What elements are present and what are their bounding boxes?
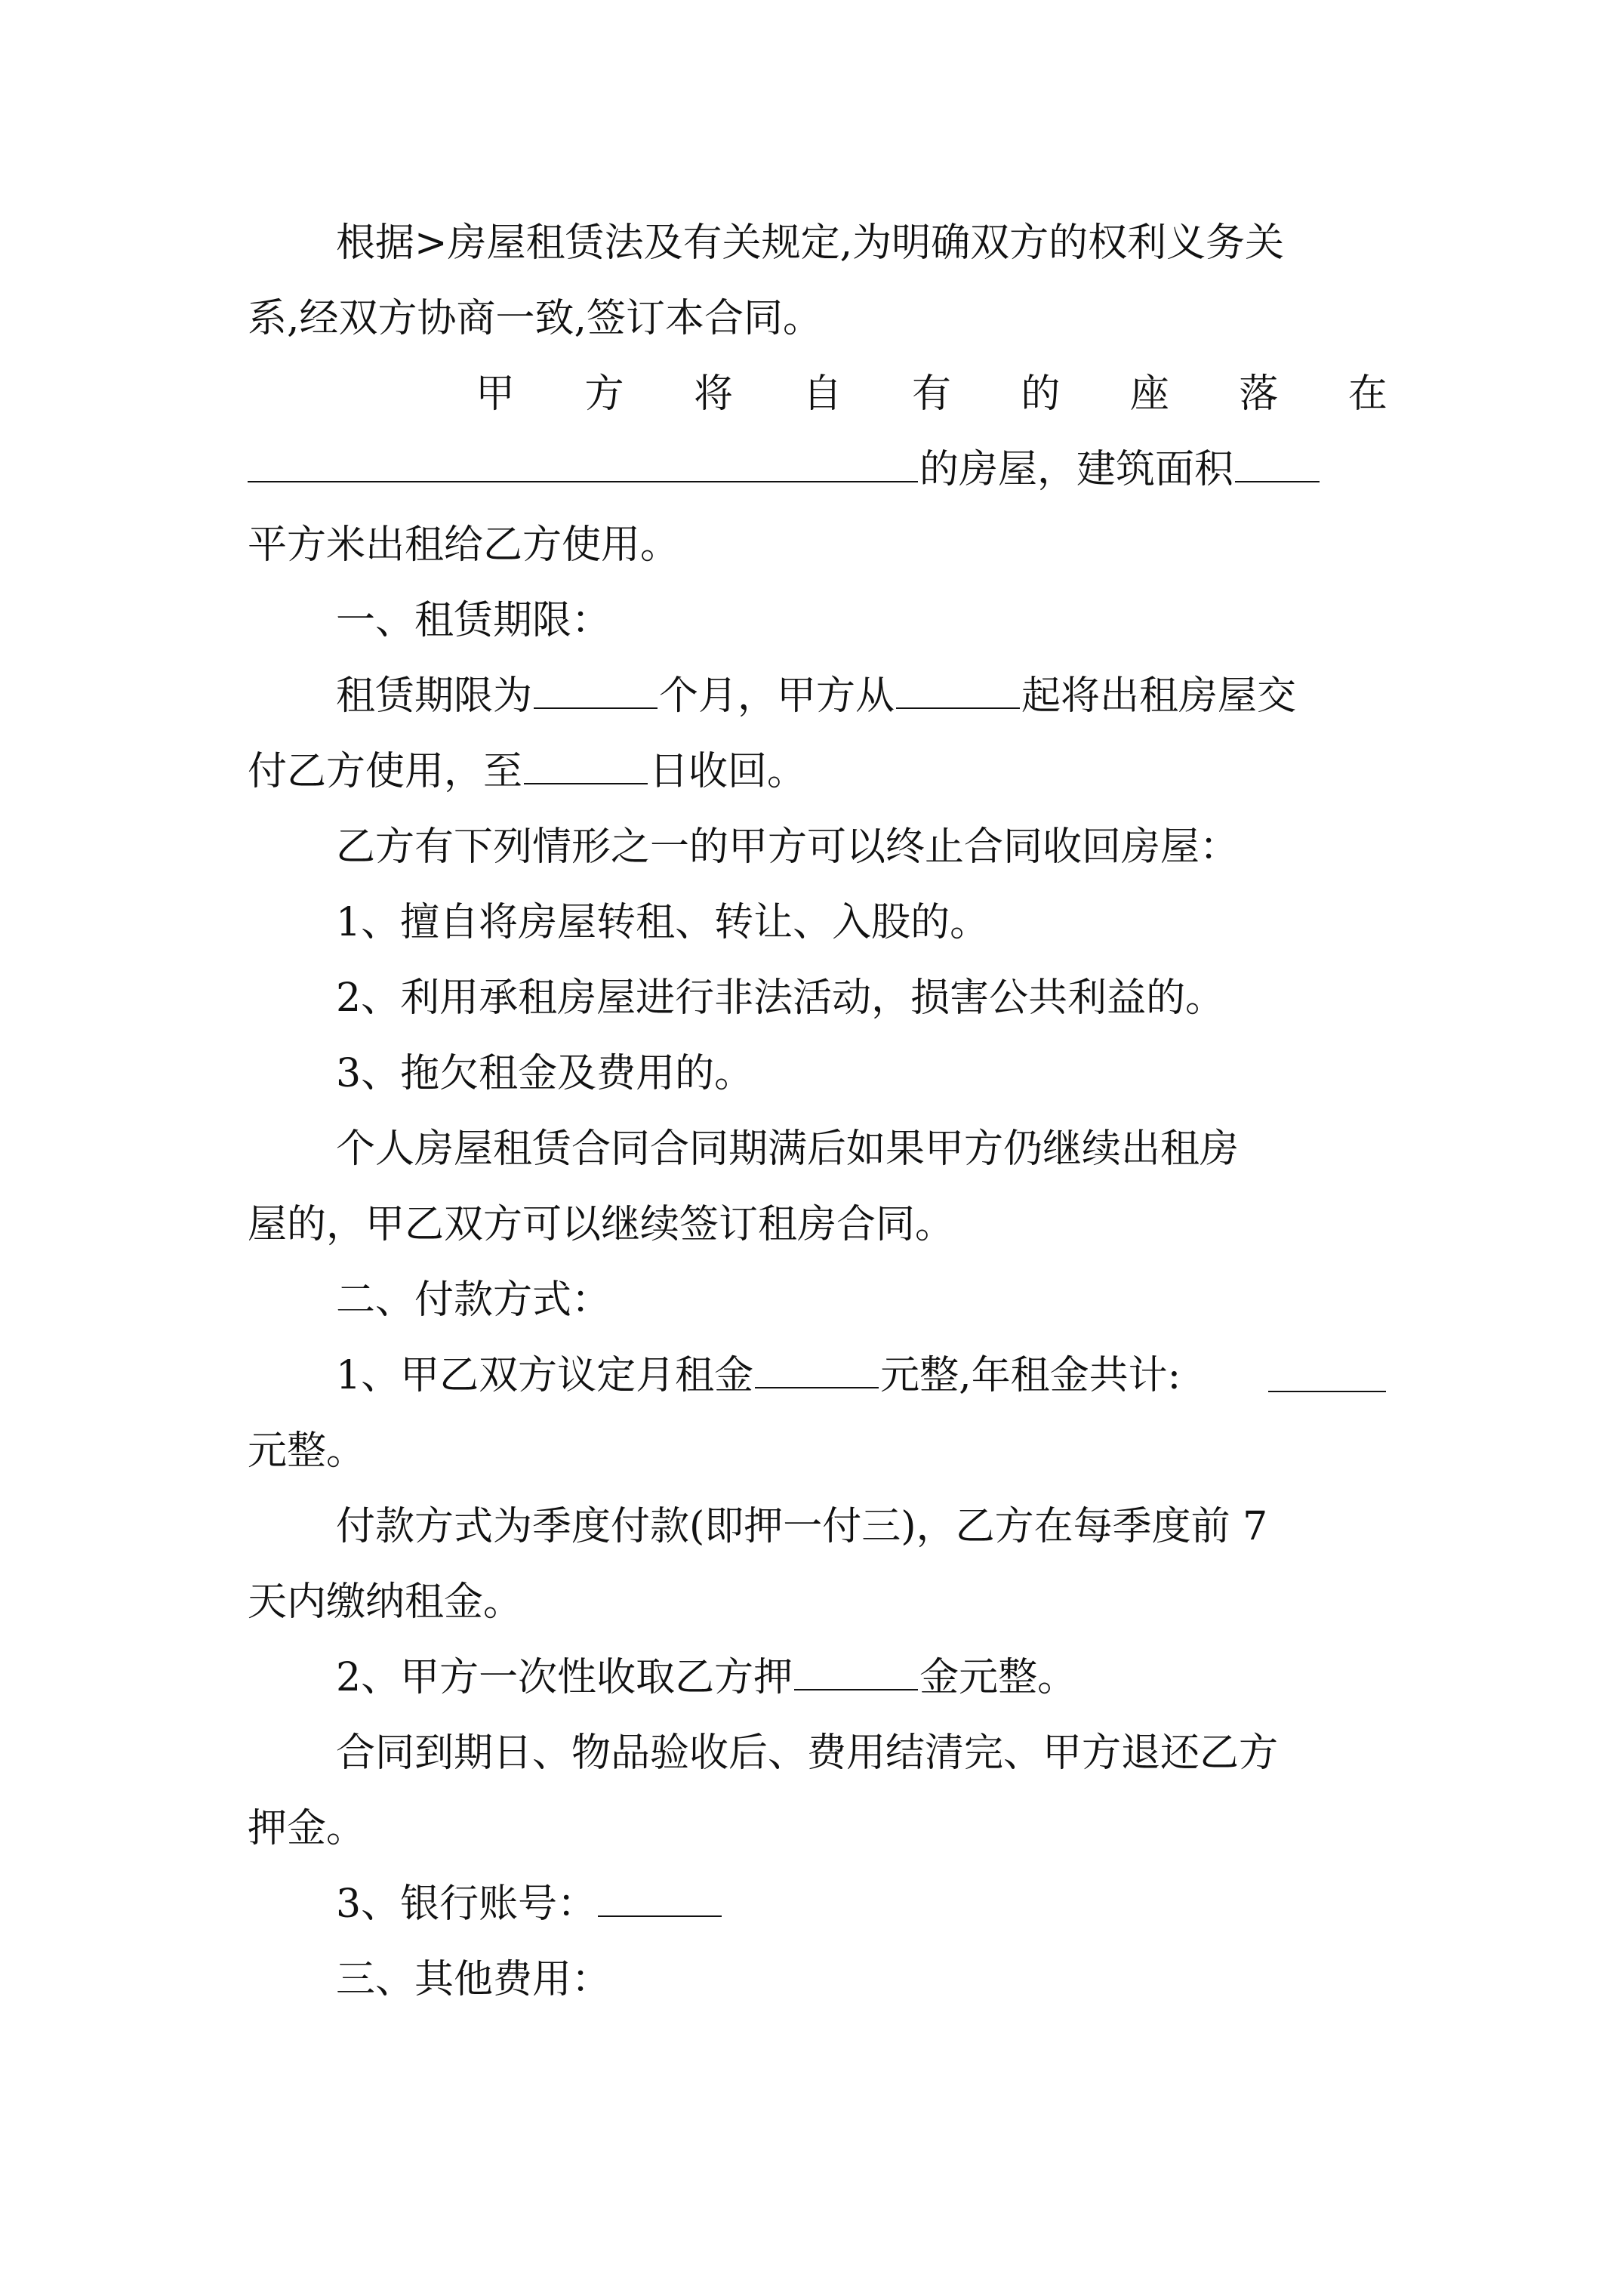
bank-account-blank[interactable] (598, 1875, 722, 1917)
text-line: 系,经双方协商一致,签订本合同。 (248, 296, 823, 341)
text-line: 根据>房屋租赁法及有关规定,为明确双方的权利义务关 (336, 220, 1285, 266)
text-fragment: 起将出租房屋交 (1021, 673, 1297, 719)
text-line: 个人房屋租赁合同合同期满后如果甲方仍继续出租房 (336, 1126, 1240, 1172)
lease-months-blank[interactable] (534, 667, 658, 709)
spaced-char: 甲 (476, 371, 516, 417)
annual-rent-blank[interactable] (1268, 1391, 1386, 1392)
section-heading (248, 583, 1387, 658)
list-item (248, 1338, 1387, 1413)
text-line: 一、租赁期限： (336, 598, 611, 643)
paragraph-line (248, 809, 1387, 885)
spaced-char: 将 (693, 371, 733, 417)
text-fragment: 金元整。 (919, 1655, 1077, 1700)
paragraph-line (248, 1187, 1387, 1262)
paragraph-line (248, 1715, 1387, 1791)
text-fragment: 个月，甲方从 (659, 673, 895, 719)
text-line: 乙方有下列情形之一的甲方可以终止合同收回房屋： (336, 824, 1240, 870)
paragraph-line (248, 734, 1387, 809)
paragraph-line (248, 1489, 1387, 1564)
text-line: 天内缴纳租金。 (248, 1579, 523, 1625)
paragraph-line (248, 205, 1387, 281)
text-line: 押金。 (248, 1806, 366, 1851)
text-line: 合同到期日、物品验收后、费用结清完、甲方退还乙方 (336, 1730, 1279, 1776)
spaced-char: 自 (802, 371, 842, 417)
paragraph-line (248, 1564, 1387, 1640)
paragraph-line (248, 658, 1387, 734)
end-date-blank[interactable] (524, 742, 648, 784)
paragraph-line (248, 281, 1387, 356)
text-line: 2、利用承租房屋进行非法活动，损害公共利益的。 (336, 975, 1225, 1021)
list-item (248, 885, 1387, 960)
paragraph-line (248, 1413, 1387, 1489)
section-heading (248, 1942, 1387, 2017)
list-item (248, 960, 1387, 1036)
text-fragment: 元整,年租金共计: (880, 1353, 1181, 1398)
section-heading (248, 1262, 1387, 1338)
spaced-char: 方 (584, 371, 624, 417)
text-line: 元整。 (248, 1428, 366, 1474)
area-blank[interactable] (1235, 440, 1320, 482)
text-line: 付款方式为季度付款(即押一付三)，乙方在每季度前 7 (336, 1504, 1268, 1549)
paragraph-line (248, 432, 1387, 507)
text-fragment: 日收回。 (649, 749, 807, 794)
text-line: 屋的，甲乙双方可以继续签订租房合同。 (248, 1202, 955, 1247)
paragraph-line (248, 507, 1387, 583)
address-blank[interactable] (248, 440, 918, 482)
text-line: 3、拖欠租金及费用的。 (336, 1051, 754, 1096)
text-fragment: 的房屋，建筑面积 (919, 447, 1234, 492)
text-line: 二、付款方式： (336, 1277, 611, 1323)
spaced-heading-line (248, 356, 1387, 432)
spaced-char: 有 (911, 371, 951, 417)
text-fragment: 1、甲乙双方议定月租金 (336, 1353, 754, 1398)
text-fragment: 租赁期限为 (336, 673, 533, 719)
text-fragment: 付乙方使用，至 (248, 749, 523, 794)
list-item (248, 1036, 1387, 1111)
monthly-rent-blank[interactable] (755, 1346, 879, 1388)
spaced-char: 在 (1347, 371, 1387, 417)
text-fragment: 3、银行账号： (336, 1881, 597, 1927)
text-line: 三、其他费用： (336, 1957, 611, 2002)
list-item (248, 1640, 1387, 1715)
spaced-char: 落 (1239, 371, 1279, 417)
paragraph-line (248, 1791, 1387, 1866)
spaced-char: 的 (1021, 371, 1061, 417)
paragraph-line (248, 1111, 1387, 1187)
spaced-char: 座 (1129, 371, 1169, 417)
deposit-blank[interactable] (794, 1648, 918, 1690)
contract-body (248, 205, 1387, 2017)
text-line: 平方米出租给乙方使用。 (248, 522, 680, 568)
text-line: 1、擅自将房屋转租、转让、入股的。 (336, 900, 990, 945)
text-fragment: 2、甲方一次性收取乙方押 (336, 1655, 793, 1700)
list-item (248, 1866, 1387, 1942)
start-date-blank[interactable] (896, 667, 1020, 709)
